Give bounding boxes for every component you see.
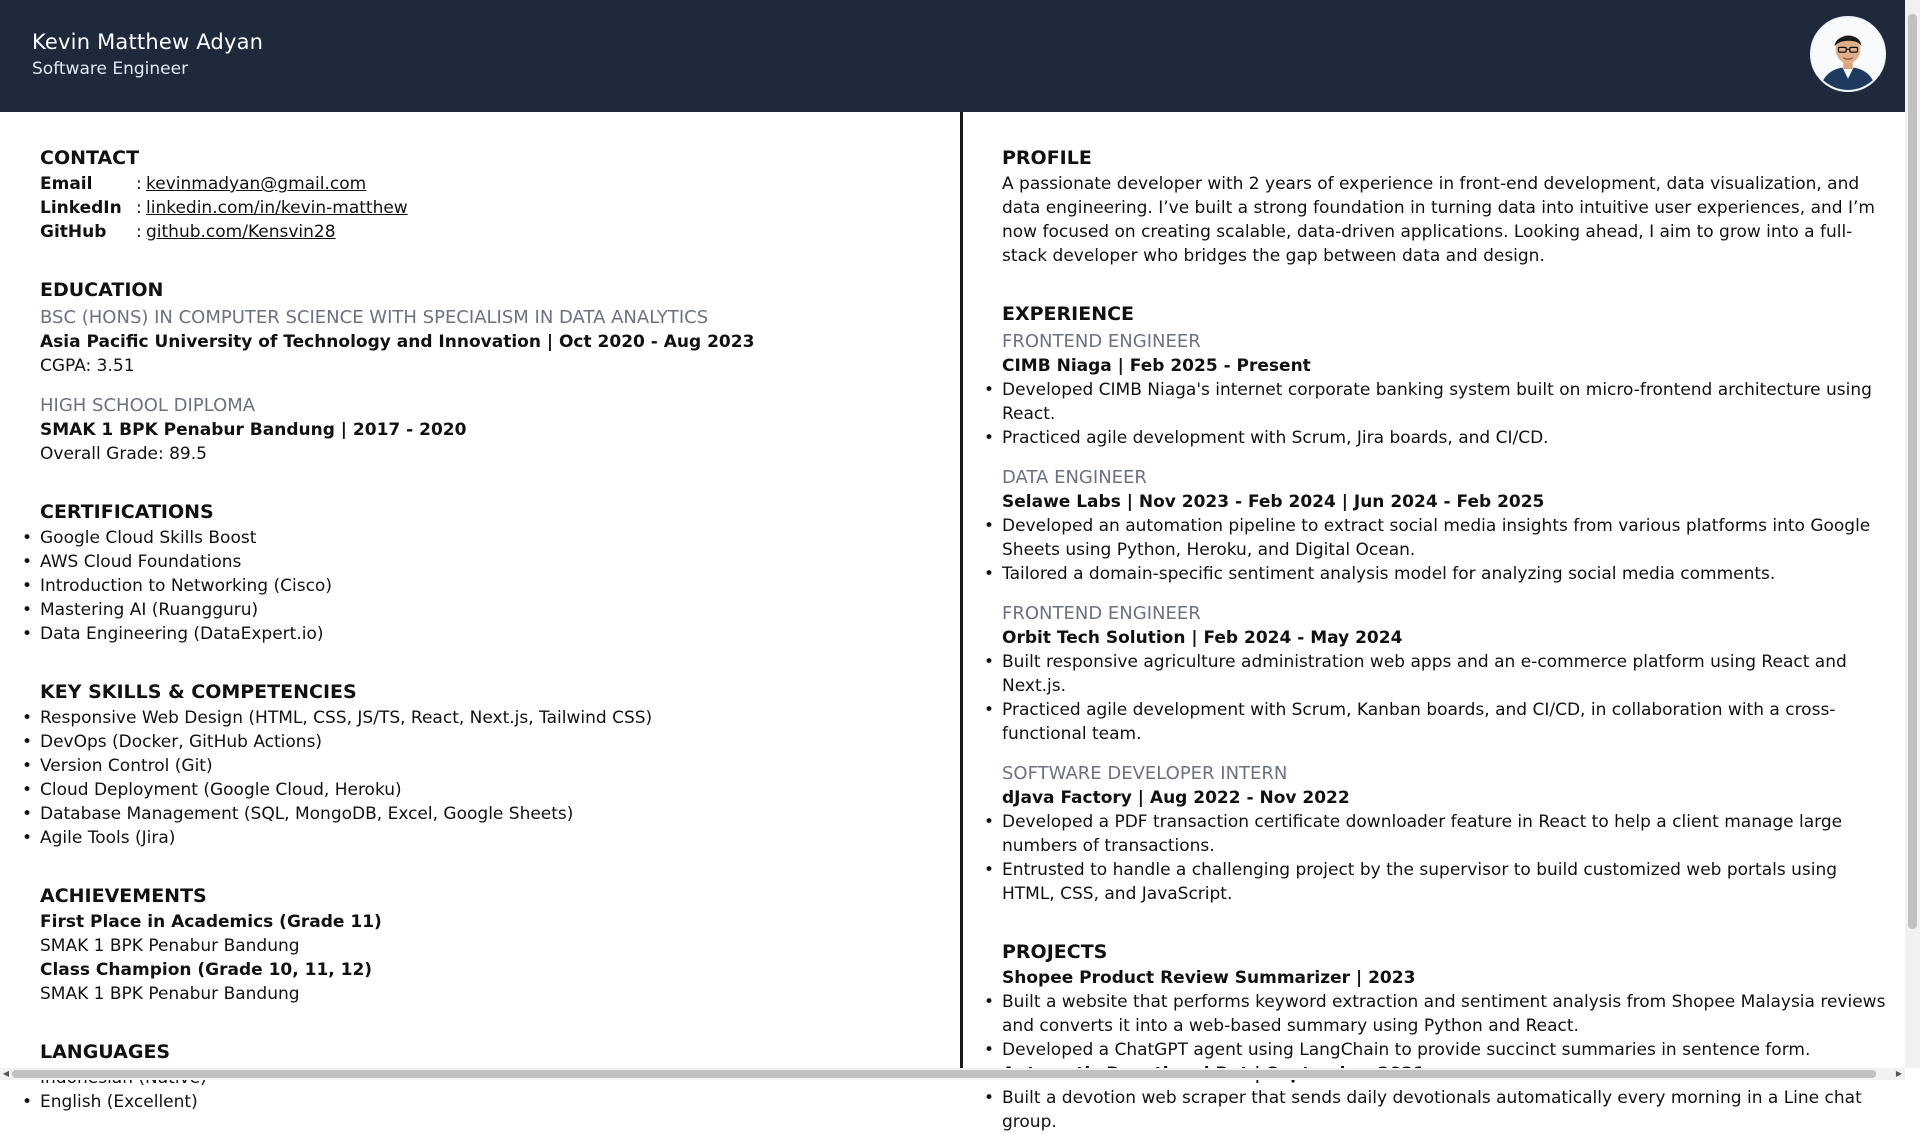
school-line: SMAK 1 BPK Penabur Bandung | 2017 - 2020 (40, 420, 467, 440)
job-role: FRONTEND ENGINEER (1002, 331, 1201, 352)
experience-section (1002, 302, 1892, 906)
job-bullets (1002, 650, 1892, 746)
list-item: • Responsive Web Design (HTML, CSS, JS/TS, React, Next.js, Tailwind CSS) (40, 706, 940, 730)
projects-title: PROJECTS (1002, 941, 1108, 963)
contact-linkedin-row (40, 196, 940, 220)
education-detail: Overall Grade: 89.5 (40, 444, 207, 464)
school-line: Asia Pacific University of Technology and Innovation | Oct 2020 - Aug 2023 (40, 332, 755, 352)
scroll-left-icon[interactable]: ◀ (2, 1069, 10, 1078)
profile-title: PROFILE (1002, 147, 1092, 169)
achievement-title: First Place in Academics (Grade 11) (40, 912, 382, 932)
vertical-scrollbar[interactable] (1905, 0, 1920, 1068)
email-link[interactable]: kevinmadyan@gmail.com (146, 174, 367, 194)
list-item: • Agile Tools (Jira) (40, 826, 940, 850)
list-item: • Built a devotion web scraper that sends daily devotionals automatically every morning in a Line chat group. (1002, 1086, 1892, 1134)
contact-title: CONTACT (40, 147, 140, 169)
skills-list (40, 706, 940, 850)
contact-email-row (40, 172, 940, 196)
project-title: Shopee Product Review Summarizer | 2023 (1002, 968, 1416, 988)
contact-github-row (40, 220, 940, 244)
achievement-place: SMAK 1 BPK Penabur Bandung (40, 936, 300, 956)
job-role: SOFTWARE DEVELOPER INTERN (1002, 763, 1288, 784)
scroll-right-icon[interactable]: ▶ (1895, 1069, 1903, 1078)
job-role: FRONTEND ENGINEER (1002, 603, 1201, 624)
job-bullets (1002, 514, 1892, 586)
job-role: DATA ENGINEER (1002, 467, 1147, 488)
contact-label: GitHub (40, 222, 107, 242)
achievement-place: SMAK 1 BPK Penabur Bandung (40, 984, 300, 1004)
list-item: • Database Management (SQL, MongoDB, Excel, Google Sheets) (40, 802, 940, 826)
degree-title: HIGH SCHOOL DIPLOMA (40, 395, 256, 416)
resume-header (0, 0, 1905, 112)
column-divider (960, 112, 963, 1068)
job-company: CIMB Niaga | Feb 2025 - Present (1002, 356, 1311, 376)
achievement-title: Class Champion (Grade 10, 11, 12) (40, 960, 373, 980)
scrollbar-thumb[interactable] (1908, 14, 1917, 929)
list-item: • Google Cloud Skills Boost (40, 526, 940, 550)
list-item: • Developed a PDF transaction certificate downloader feature in React to help a client manage large numbers of transactions. (1002, 810, 1892, 858)
skills-section (40, 680, 940, 850)
experience-title: EXPERIENCE (1002, 303, 1135, 325)
projects-section (1002, 940, 1892, 1134)
education-title: EDUCATION (40, 279, 164, 301)
list-item: • English (Excellent) (40, 1090, 940, 1114)
avatar (1810, 16, 1886, 92)
person-role: Software Engineer (32, 59, 189, 79)
contact-section (40, 146, 940, 244)
list-item: • Developed a ChatGPT agent using LangChain to provide succinct summaries in sentence form. (1002, 1038, 1892, 1062)
project-bullets (1002, 990, 1892, 1062)
contact-label: Email (40, 174, 93, 194)
job-company: Selawe Labs | Nov 2023 - Feb 2024 | Jun 2024 - Feb 2025 (1002, 492, 1545, 512)
colon: : (136, 198, 142, 218)
linkedin-link[interactable]: linkedin.com/in/kevin-matthew (146, 198, 408, 218)
list-item: • Introduction to Networking (Cisco) (40, 574, 940, 598)
list-item: • AWS Cloud Foundations (40, 550, 940, 574)
colon: : (136, 174, 142, 194)
list-item: • Developed CIMB Niaga's internet corporate banking system built on micro-frontend architecture using React. (1002, 378, 1892, 426)
left-column (40, 112, 940, 1114)
job-bullets (1002, 810, 1892, 906)
job-company: Orbit Tech Solution | Feb 2024 - May 2024 (1002, 628, 1403, 648)
contact-label: LinkedIn (40, 198, 122, 218)
list-item: • Practiced agile development with Scrum, Jira boards, and CI/CD. (1002, 426, 1892, 450)
achievements-title: ACHIEVEMENTS (40, 885, 207, 907)
list-item: • Data Engineering (DataExpert.io) (40, 622, 940, 646)
list-item: • Tailored a domain-specific sentiment analysis model for analyzing social media comments. (1002, 562, 1892, 586)
list-item: • Built responsive agriculture administration web apps and an e-commerce platform using React and Next.js. (1002, 650, 1892, 698)
certifications-title: CERTIFICATIONS (40, 501, 214, 523)
list-item: • Built a website that performs keyword extraction and sentiment analysis from Shopee Malaysia reviews and converts it into a web-based summary using Python and React. (1002, 990, 1892, 1038)
certifications-section (40, 500, 940, 646)
person-name: Kevin Matthew Adyan (32, 30, 264, 54)
list-item: • Practiced agile development with Scrum, Kanban boards, and CI/CD, in collaboration with a cross-functional team. (1002, 698, 1892, 746)
github-link[interactable]: github.com/Kensvin28 (146, 222, 336, 242)
job-bullets (1002, 378, 1892, 450)
right-column (1002, 112, 1892, 1134)
list-item: • Developed an automation pipeline to extract social media insights from various platforms into Google Sheets using Python, Heroku, and Digital Ocean. (1002, 514, 1892, 562)
skills-title: KEY SKILLS & COMPETENCIES (40, 681, 357, 703)
list-item: • Entrusted to handle a challenging project by the supervisor to build customized web portals using HTML, CSS, and JavaScript. (1002, 858, 1892, 906)
horizontal-scrollbar[interactable] (0, 1068, 1905, 1080)
profile-section (1002, 146, 1892, 268)
languages-title: LANGUAGES (40, 1041, 171, 1063)
list-item: • Mastering AI (Ruangguru) (40, 598, 940, 622)
project-bullets (1002, 1086, 1892, 1134)
profile-photo-icon (1812, 18, 1884, 90)
colon: : (136, 222, 142, 242)
list-item: • DevOps (Docker, GitHub Actions) (40, 730, 940, 754)
certifications-list (40, 526, 940, 646)
education-section (40, 278, 940, 466)
degree-title: BSC (HONS) IN COMPUTER SCIENCE WITH SPECIALISM IN DATA ANALYTICS (40, 307, 709, 328)
list-item: • Version Control (Git) (40, 754, 940, 778)
achievements-section (40, 884, 940, 1006)
scrollbar-thumb[interactable] (12, 1070, 1876, 1078)
job-company: dJava Factory | Aug 2022 - Nov 2022 (1002, 788, 1350, 808)
profile-text: A passionate developer with 2 years of experience in front-end development, data visualization, and data engineering. I’ve built a strong foundation in turning data into intuitive user experiences, and I’m now focused on creating scalable, data-driven applications. Looking ahead, I aim to grow into a full-stack developer who bridges the gap between data and design. (1002, 174, 1875, 266)
education-detail: CGPA: 3.51 (40, 356, 135, 376)
list-item: • Cloud Deployment (Google Cloud, Heroku) (40, 778, 940, 802)
